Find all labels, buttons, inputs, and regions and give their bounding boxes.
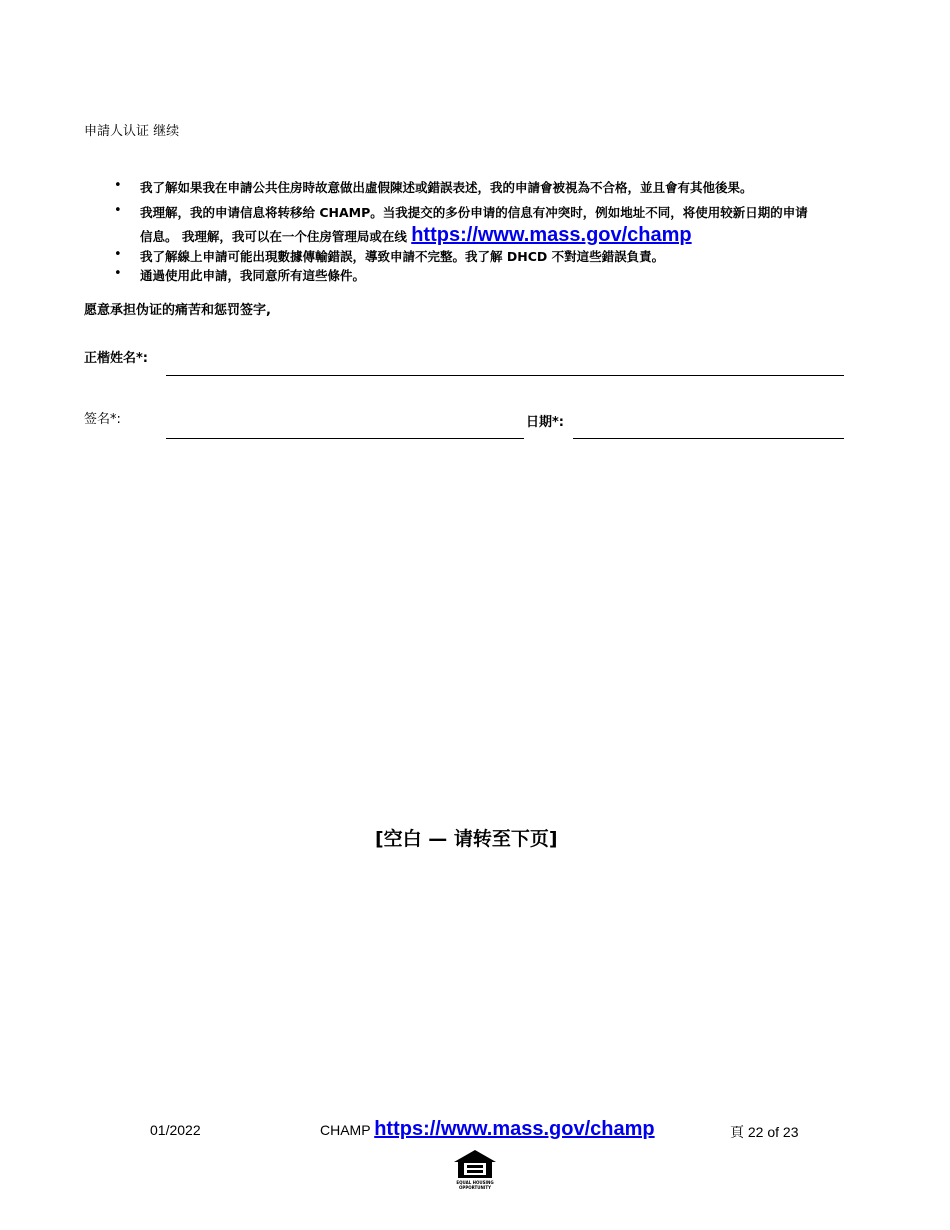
penalty-statement: 愿意承担伪证的痛苦和惩罚签字, xyxy=(84,303,271,318)
footer-champ-link[interactable]: https://www.mass.gov/champ xyxy=(374,1118,655,1140)
footer-date: 01/2022 xyxy=(150,1122,201,1138)
footer-champ xyxy=(320,1118,655,1141)
section-title: 申請人认证 继续 xyxy=(84,124,180,139)
bullet-icon: • xyxy=(114,266,122,281)
list-item-text: 信息。 我理解，我可以在一个住房管理局或在线 xyxy=(140,229,407,244)
page-number: 頁 22 of 23 xyxy=(730,1124,799,1140)
bullet-icon: • xyxy=(114,247,122,262)
blank-page-notice: [空白 — 请转至下页] xyxy=(375,828,558,850)
bullet-icon: • xyxy=(114,203,122,218)
list-item: 我理解，我的申请信息将转移给 CHAMP。当我提交的多份申请的信息有冲突时，例如地址不同，将使用较新日期的申请 xyxy=(140,205,808,220)
svg-text:EQUAL HOUSING: EQUAL HOUSING xyxy=(456,1180,494,1185)
equal-housing-logo-icon xyxy=(452,1148,498,1194)
signature-label: 签名*: xyxy=(84,412,121,427)
signature-field[interactable] xyxy=(166,438,524,439)
date-field[interactable] xyxy=(573,438,844,439)
date-label: 日期*: xyxy=(526,415,564,430)
list-item: 通過使用此申請，我同意所有這些條件。 xyxy=(140,268,366,283)
champ-link[interactable]: https://www.mass.gov/champ xyxy=(411,224,692,246)
footer-champ-label: CHAMP xyxy=(320,1122,371,1138)
bullet-icon: • xyxy=(114,178,122,193)
list-item: 我了解如果我在申請公共住房時故意做出虛假陳述或錯誤表述，我的申請會被視為不合格，並且會有其他後果。 xyxy=(140,180,753,195)
list-item: 我了解線上申請可能出現數據傳輸錯誤，導致申請不完整。我了解 DHCD 不對這些錯誤負責。 xyxy=(140,249,665,264)
full-name-label: 正楷姓名*: xyxy=(84,351,148,366)
list-item-continued xyxy=(140,224,692,247)
full-name-field[interactable] xyxy=(166,375,844,376)
svg-text:OPPORTUNITY: OPPORTUNITY xyxy=(458,1185,492,1190)
